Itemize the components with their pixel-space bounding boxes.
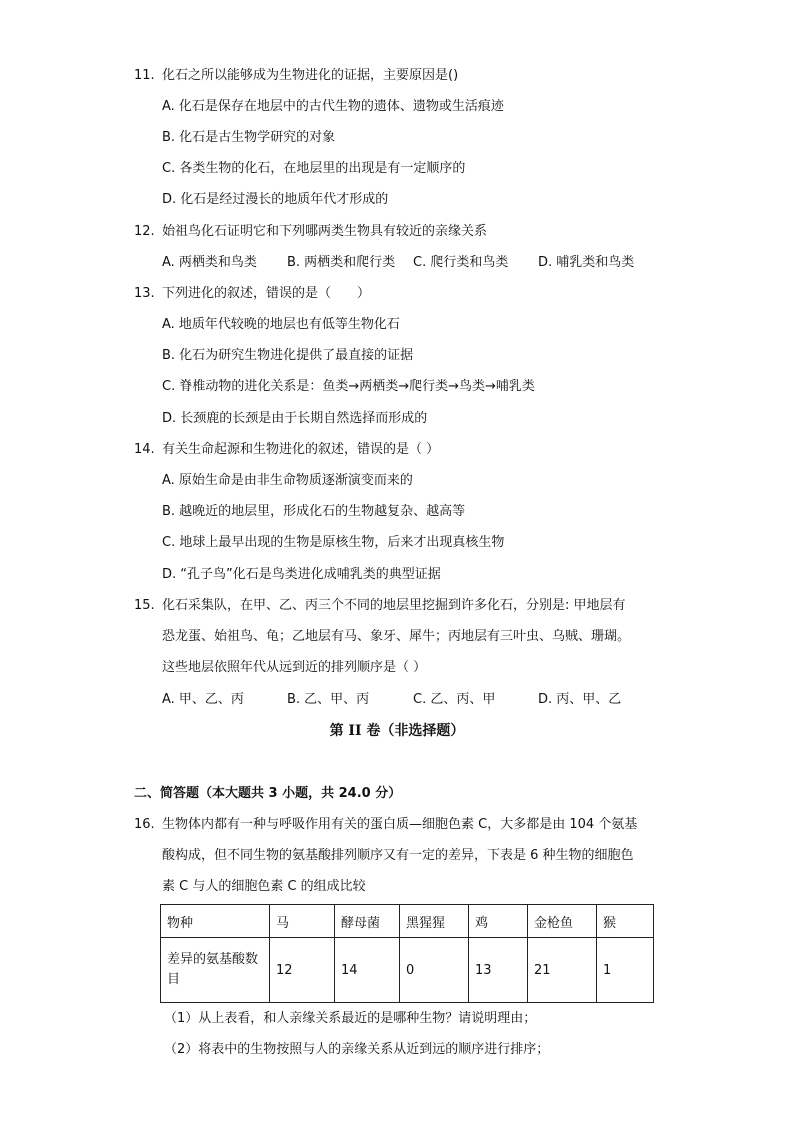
question-15-stem-line-1: 化石采集队，在甲、乙、丙三个不同的地层里挖掘到许多化石，分别是: 甲地层有 xyxy=(162,598,626,613)
question-16-stem-line-2: 酸构成，但不同生物的氨基酸排列顺序又有一定的差异，下表是 6 种生物的细胞色 xyxy=(162,848,634,863)
question-16-stem-line-1: 生物体内都有一种与呼吸作用有关的蛋白质—细胞色素 C，大多都是由 104 个氨基 xyxy=(162,817,638,832)
question-14-number: 14. xyxy=(134,442,155,457)
question-11-number: 11. xyxy=(134,68,155,83)
question-14-option-c: C. 地球上最早出现的生物是原核生物，后来才出现真核生物 xyxy=(162,535,505,550)
question-12-option-d: D. 哺乳类和鸟类 xyxy=(538,255,635,270)
question-14-option-d: D. “孔子鸟”化石是鸟类进化成哺乳类的典型证据 xyxy=(162,567,441,582)
table-header-cell: 猴 xyxy=(597,905,654,938)
question-12-option-c: C. 爬行类和鸟类 xyxy=(413,255,509,270)
table-header-row xyxy=(161,905,654,938)
table-header-cell: 黑猩猩 xyxy=(400,905,469,938)
question-13-option-d: D. 长颈鹿的长颈是由于长期自然选择而形成的 xyxy=(162,411,428,426)
question-15-stem-line-3: 这些地层依照年代从远到近的排列顺序是（ ） xyxy=(162,660,427,675)
table-cell: 13 xyxy=(469,938,528,1003)
question-16-stem-line-3: 素 C 与人的细胞色素 C 的组成比较 xyxy=(162,879,366,894)
question-15-option-c: C. 乙、丙、甲 xyxy=(413,692,496,707)
table-row xyxy=(161,938,654,1003)
table-cell: 12 xyxy=(270,938,335,1003)
question-14-option-a: A. 原始生命是由非生命物质逐渐演变而来的 xyxy=(162,473,413,488)
question-13-option-b: B. 化石为研究生物进化提供了最直接的证据 xyxy=(162,348,414,363)
question-16-sub-2: （2）将表中的生物按照与人的亲缘关系从近到远的顺序进行排序； xyxy=(164,1042,550,1057)
question-13-number: 13. xyxy=(134,286,155,301)
question-11-stem: 化石之所以能够成为生物进化的证据，主要原因是() xyxy=(162,68,459,83)
table-header-cell: 金枪鱼 xyxy=(528,905,597,938)
question-11-option-b: B. 化石是古生物学研究的对象 xyxy=(162,130,336,145)
question-12-stem: 始祖鸟化石证明它和下列哪两类生物具有较近的亲缘关系 xyxy=(162,224,488,239)
question-13-option-a: A. 地质年代较晚的地层也有低等生物化石 xyxy=(162,317,400,332)
question-11-option-d: D. 化石是经过漫长的地质年代才形成的 xyxy=(162,192,389,207)
question-11-option-a: A. 化石是保存在地层中的古代生物的遗体、遗物或生活痕迹 xyxy=(162,99,504,114)
question-12-number: 12. xyxy=(134,224,155,239)
table-cell: 0 xyxy=(400,938,469,1003)
table-cell: 14 xyxy=(335,938,400,1003)
question-14-stem: 有关生命起源和生物进化的叙述，错误的是（ ） xyxy=(162,442,440,457)
table-header-cell: 马 xyxy=(270,905,335,938)
comparison-table xyxy=(160,904,654,1003)
question-16-sub-1: （1）从上表看，和人亲缘关系最近的是哪种生物？请说明理由； xyxy=(164,1011,537,1026)
table-row-label-line-1: 差异的氨基酸数 xyxy=(167,952,259,967)
table-header-cell: 物种 xyxy=(161,905,270,938)
question-16-number: 16. xyxy=(134,817,155,832)
question-13-stem: 下列进化的叙述，错误的是（ ） xyxy=(162,286,371,301)
part-2-title: 二、简答题（本大题共 3 小题，共 24.0 分） xyxy=(134,786,402,801)
question-13-option-c: C. 脊椎动物的进化关系是：鱼类→两栖类→爬行类→鸟类→哺乳类 xyxy=(162,379,535,394)
question-15-stem-line-2: 恐龙蛋、始祖鸟、龟；乙地层有马、象牙、犀牛；丙地层有三叶虫、乌贼、珊瑚。 xyxy=(162,629,631,644)
question-14-option-b: B. 越晚近的地层里，形成化石的生物越复杂、越高等 xyxy=(162,504,466,519)
question-12-option-a: A. 两栖类和鸟类 xyxy=(162,255,257,270)
table-header-cell: 酵母菌 xyxy=(335,905,400,938)
question-15-option-b: B. 乙、甲、丙 xyxy=(287,692,370,707)
question-12-option-b: B. 两栖类和爬行类 xyxy=(287,255,396,270)
table-header-cell: 鸡 xyxy=(469,905,528,938)
section-title: 第 II 卷（非选择题） xyxy=(329,723,465,739)
question-15-number: 15. xyxy=(134,598,155,613)
question-11-option-c: C. 各类生物的化石，在地层里的出现是有一定顺序的 xyxy=(162,161,466,176)
table-row-label xyxy=(161,938,270,1003)
question-15-option-d: D. 丙、甲、乙 xyxy=(538,692,622,707)
table-row-label-line-2: 目 xyxy=(167,972,181,987)
table-cell: 21 xyxy=(528,938,597,1003)
question-15-option-a: A. 甲、乙、丙 xyxy=(162,692,244,707)
table-cell: 1 xyxy=(597,938,654,1003)
